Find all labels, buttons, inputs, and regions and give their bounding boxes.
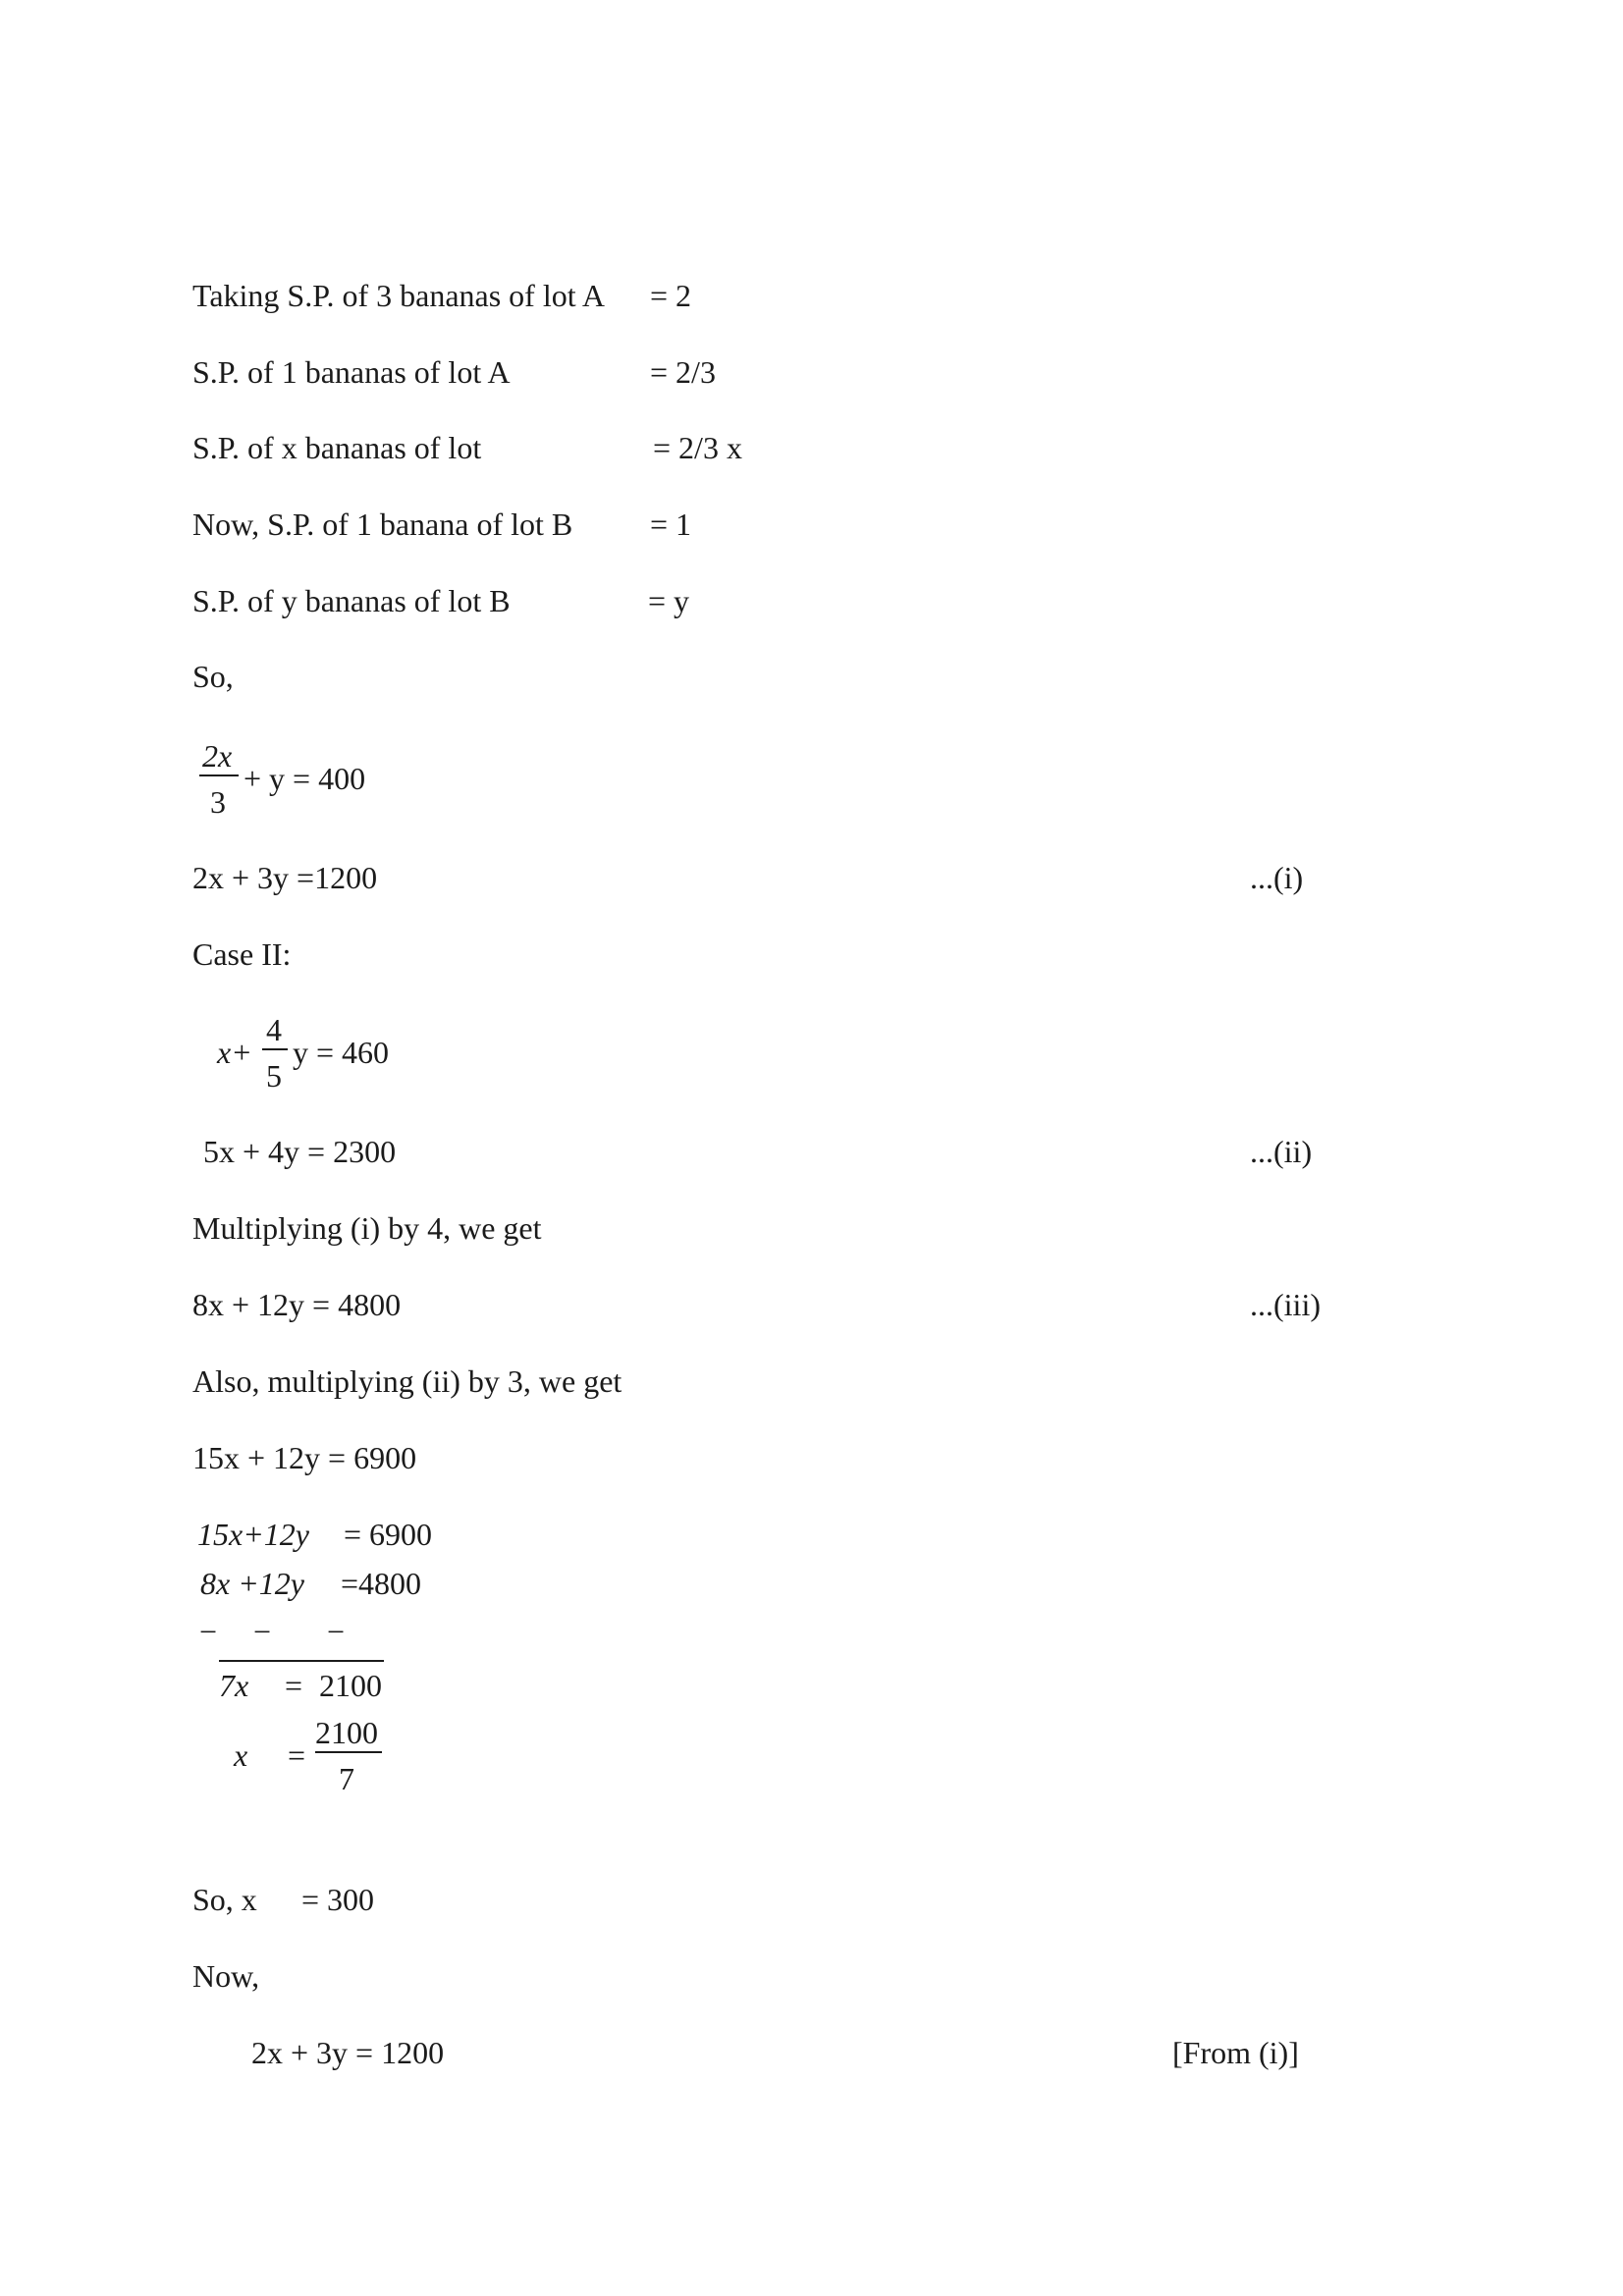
result-rhs: 2100 xyxy=(319,1668,382,1703)
case-ii-label: Case II: xyxy=(192,936,292,972)
definition-value: = 2/3 xyxy=(650,354,716,390)
result-lhs: 7x xyxy=(219,1668,249,1703)
equation-ref-iii: ...(iii) xyxy=(1250,1287,1321,1322)
so-x-label: So, x xyxy=(192,1882,257,1917)
equation-lead: x+ xyxy=(217,1035,252,1070)
fraction-bar xyxy=(315,1751,382,1753)
so-x-value: = 300 xyxy=(301,1882,375,1917)
definition-value: = 1 xyxy=(650,507,692,542)
equation-iii: 8x + 12y = 4800 xyxy=(192,1287,402,1322)
equation-i: 2x + 3y =1200 xyxy=(192,860,378,895)
definition-value: = 2/3 x xyxy=(653,430,742,465)
minus-sign: − xyxy=(253,1614,272,1649)
x-frac-lhs: x xyxy=(234,1737,248,1773)
fraction-numerator: 2100 xyxy=(315,1715,378,1750)
definition-line: Now, S.P. of 1 banana of lot B xyxy=(192,507,573,542)
definition-value: = 2 xyxy=(650,278,692,313)
definition-line: S.P. of y bananas of lot B xyxy=(192,583,511,618)
equation-rest: + y = 400 xyxy=(243,761,366,796)
fraction-numerator: 2x xyxy=(202,738,233,774)
minus-sign: − xyxy=(327,1614,346,1649)
equation-iv: 15x + 12y = 6900 xyxy=(192,1440,417,1475)
subtraction-row2-rhs: =4800 xyxy=(341,1566,422,1601)
subtraction-row2-lhs: 8x +12y xyxy=(200,1566,304,1601)
equation-from-i: 2x + 3y = 1200 xyxy=(251,2035,445,2070)
equation-rest: y = 460 xyxy=(293,1035,390,1070)
x-frac-eq: = xyxy=(288,1737,306,1773)
result-eq: = xyxy=(285,1668,303,1703)
subtraction-row1-rhs: = 6900 xyxy=(344,1517,433,1552)
definition-line: S.P. of x bananas of lot xyxy=(192,430,482,465)
subtraction-rule xyxy=(219,1660,384,1662)
subtraction-row1-lhs: 15x+12y xyxy=(197,1517,309,1552)
so-label: So, xyxy=(192,659,234,694)
fraction-bar xyxy=(199,774,239,776)
multiplying-label: Also, multiplying (ii) by 3, we get xyxy=(192,1363,622,1399)
minus-sign: − xyxy=(199,1614,218,1649)
now-label: Now, xyxy=(192,1958,260,1994)
fraction-bar xyxy=(262,1048,288,1050)
definition-line: Taking S.P. of 3 bananas of lot A xyxy=(192,278,605,313)
definition-line: S.P. of 1 bananas of lot A xyxy=(192,354,511,390)
definition-value: = y xyxy=(648,583,690,618)
equation-ref-ii: ...(ii) xyxy=(1250,1134,1313,1169)
fraction-denominator: 3 xyxy=(210,784,226,820)
equation-ref-i: ...(i) xyxy=(1250,860,1304,895)
fraction-denominator: 7 xyxy=(339,1761,354,1796)
multiplying-label: Multiplying (i) by 4, we get xyxy=(192,1210,542,1246)
fraction-denominator: 5 xyxy=(266,1058,282,1094)
equation-ii: 5x + 4y = 2300 xyxy=(203,1134,397,1169)
equation-ref-from-i: [From (i)] xyxy=(1172,2035,1299,2070)
fraction-numerator: 4 xyxy=(266,1012,282,1047)
